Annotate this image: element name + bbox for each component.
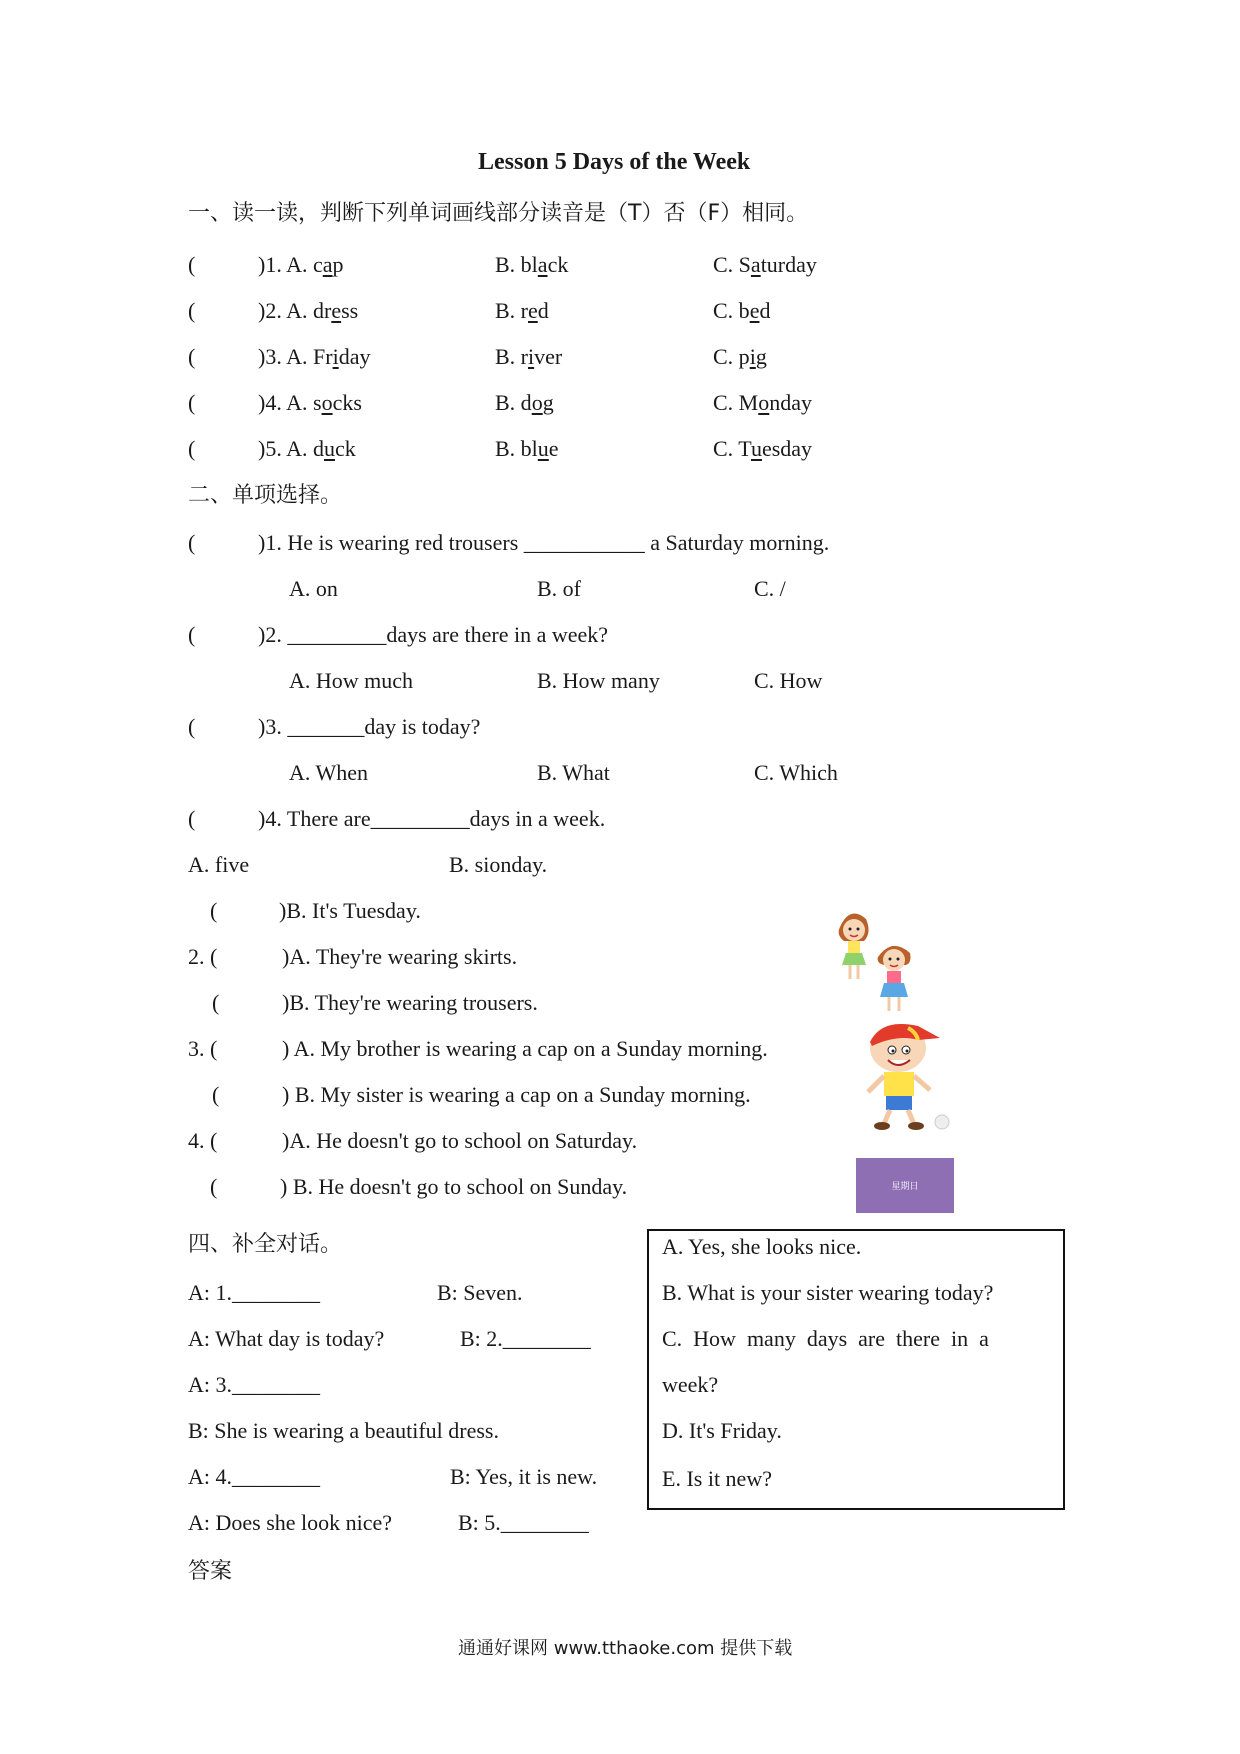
dialog-line-5a: A: 4.________ <box>188 1464 320 1489</box>
s2-q4-opt-a: A. five <box>188 852 250 877</box>
underlined-letter: o <box>321 390 333 415</box>
s3-row2-num: 2. ( <box>188 944 218 969</box>
underlined-letter: u <box>750 436 762 461</box>
s1-row5-option-a <box>258 436 356 462</box>
s3-row3: )B. They're wearing trousers. <box>282 990 538 1015</box>
paren: ( <box>212 1082 220 1107</box>
s1-row3-option-a <box>258 344 370 370</box>
word-part: s <box>313 390 322 415</box>
s2-q2-opt-c: C. How <box>754 668 823 693</box>
word-part: g <box>755 344 767 369</box>
box-option-c-cont: week? <box>662 1372 719 1397</box>
word-part: nday <box>769 390 813 415</box>
s2-q3-opt-a: A. When <box>289 760 369 785</box>
page-title: Lesson 5 Days of the Week <box>478 149 751 175</box>
dialog-line-6b: B: 5.________ <box>458 1510 589 1535</box>
word-part: B. r <box>495 344 528 369</box>
word-part: ss <box>341 298 359 323</box>
s1-row2-option-b <box>495 298 549 324</box>
word-part: ck <box>547 252 569 277</box>
question-number: )3. A. <box>258 344 313 369</box>
word-part: d <box>759 298 771 323</box>
underlined-letter: i <box>528 344 535 369</box>
s1-row1-option-c <box>713 252 817 278</box>
s2-q3: )3. _______day is today? <box>258 714 481 739</box>
paren: ( <box>188 714 196 739</box>
word-part: d <box>313 436 324 461</box>
word-part: B. bl <box>495 436 538 461</box>
paren: ( <box>188 252 196 277</box>
calendar-label: 星期日 <box>891 1182 919 1192</box>
dialog-line-1b: B: Seven. <box>437 1280 523 1305</box>
underlined-letter: i <box>749 344 756 369</box>
paren: ( <box>188 298 196 323</box>
s3-row1: )B. It's Tuesday. <box>279 898 421 923</box>
underlined-letter: a <box>537 252 548 277</box>
underlined-letter: e <box>331 298 342 323</box>
underlined-letter: u <box>324 436 335 461</box>
dialog-line-2a: A: What day is today? <box>188 1326 385 1351</box>
box-option-c: C. How many days are there in a <box>662 1326 989 1351</box>
calendar-sunday-image <box>856 1158 954 1213</box>
s2-q2-opt-b: B. How many <box>537 668 660 693</box>
underlined-letter: a <box>322 252 333 277</box>
s1-row2-option-a <box>258 298 358 324</box>
underlined-letter: a <box>750 252 761 277</box>
underlined-letter: o <box>531 390 543 415</box>
paren: ( <box>188 530 196 555</box>
word-part: dr <box>313 298 332 323</box>
word-part: C. T <box>713 436 751 461</box>
question-number: )2. A. <box>258 298 313 323</box>
word-part: Fr <box>313 344 333 369</box>
word-part: B. bl <box>495 252 538 277</box>
word-part: B. d <box>495 390 532 415</box>
section1-heading: 一、读一读，判断下列单词画线部分读音是（T）否（F）相同。 <box>188 201 809 226</box>
paren: ( <box>210 898 218 923</box>
word-part: ver <box>534 344 563 369</box>
word-part: p <box>332 252 344 277</box>
box-option-b: B. What is your sister wearing today? <box>662 1280 994 1305</box>
paren: ( <box>210 1174 218 1199</box>
dialog-line-5b: B: Yes, it is new. <box>450 1464 598 1489</box>
word-part: B. r <box>495 298 528 323</box>
box-option-a: A. Yes, she looks nice. <box>662 1234 862 1259</box>
s2-q1: )1. He is wearing red trousers ___________ a Saturday morning. <box>258 530 830 555</box>
s1-row4-option-a <box>258 390 362 416</box>
paren: ( <box>188 622 196 647</box>
paren: ( <box>188 436 196 461</box>
s2-q2-opt-a: A. How much <box>289 668 414 693</box>
underlined-letter: o <box>758 390 770 415</box>
s1-row1-option-a <box>258 252 344 278</box>
word-part: e <box>548 436 559 461</box>
section4-heading: 四、补全对话。 <box>188 1232 343 1257</box>
word-part: C. S <box>713 252 751 277</box>
two-girls-illustration <box>830 905 920 1015</box>
word-part: d <box>537 298 549 323</box>
s1-row3-option-c <box>713 344 767 370</box>
box-option-e: E. Is it new? <box>662 1466 772 1491</box>
question-number: )4. A. <box>258 390 313 415</box>
s3-row2: )A. They're wearing skirts. <box>282 944 518 969</box>
paren: ( <box>188 806 196 831</box>
s1-row5-option-c <box>713 436 812 462</box>
dialog-line-1a: A: 1.________ <box>188 1280 320 1305</box>
boy-with-cap-illustration <box>858 1018 958 1133</box>
word-part: turday <box>760 252 817 277</box>
dialog-line-6a: A: Does she look nice? <box>188 1510 393 1535</box>
section2-heading: 二、单项选择。 <box>188 483 343 508</box>
s2-q1-opt-a: A. on <box>289 576 338 601</box>
s2-q1-opt-b: B. of <box>537 576 581 601</box>
s2-q1-opt-c: C. / <box>754 576 786 601</box>
word-part: esday <box>761 436 813 461</box>
word-part: C. b <box>713 298 750 323</box>
s1-row1-option-b <box>495 252 568 278</box>
s1-row4-option-b <box>495 390 554 416</box>
s3-row4-num: 3. ( <box>188 1036 218 1061</box>
paren: ( <box>188 390 196 415</box>
paren: ( <box>188 344 196 369</box>
s1-row4-option-c <box>713 390 812 416</box>
s3-row6: )A. He doesn't go to school on Saturday. <box>282 1128 638 1153</box>
footer-credit: 通通好课网 www.tthaoke.com 提供下载 <box>458 1638 793 1659</box>
question-number: )5. A. <box>258 436 313 461</box>
underlined-letter: i <box>332 344 339 369</box>
s2-q3-opt-b: B. What <box>537 760 610 785</box>
s2-q2: )2. _________days are there in a week? <box>258 622 609 647</box>
s1-row3-option-b <box>495 344 562 370</box>
underlined-letter: u <box>537 436 549 461</box>
question-number: )1. A. <box>258 252 313 277</box>
word-part: ck <box>335 436 356 461</box>
dialog-line-3: A: 3.________ <box>188 1372 320 1397</box>
word-part: c <box>313 252 323 277</box>
s1-row2-option-c <box>713 298 770 324</box>
dialog-line-4: B: She is wearing a beautiful dress. <box>188 1418 499 1443</box>
paren: ( <box>212 990 220 1015</box>
box-option-d: D. It's Friday. <box>662 1418 782 1443</box>
s3-row5: ) B. My sister is wearing a cap on a Sunday morning. <box>282 1082 751 1107</box>
s3-row7: ) B. He doesn't go to school on Sunday. <box>280 1174 628 1199</box>
word-part: g <box>542 390 554 415</box>
s3-row6-num: 4. ( <box>188 1128 218 1153</box>
word-part: cks <box>332 390 362 415</box>
word-part: C. p <box>713 344 750 369</box>
s2-q3-opt-c: C. Which <box>754 760 838 785</box>
s2-q4-opt-b: B. sionday. <box>449 852 548 877</box>
dialog-line-2b: B: 2.________ <box>460 1326 591 1351</box>
underlined-letter: e <box>749 298 760 323</box>
answer-label: 答案 <box>188 1559 233 1584</box>
word-part: C. M <box>713 390 759 415</box>
s3-row4: ) A. My brother is wearing a cap on a Sunday morning. <box>282 1036 768 1061</box>
s2-q4: )4. There are_________days in a week. <box>258 806 606 831</box>
s1-row5-option-b <box>495 436 559 462</box>
underlined-letter: e <box>528 298 538 323</box>
word-part: day <box>338 344 371 369</box>
